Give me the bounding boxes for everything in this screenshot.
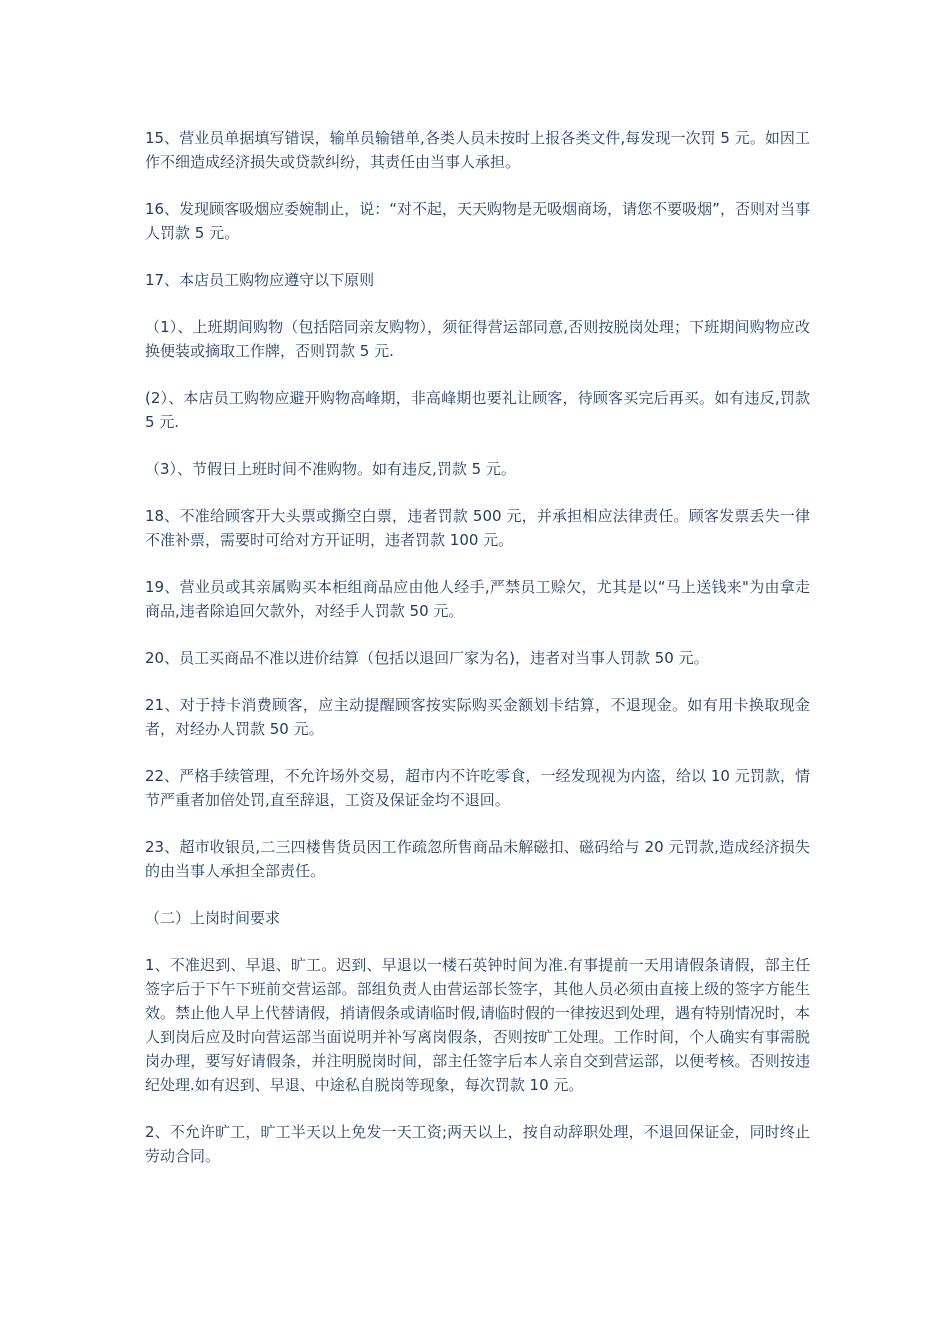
rule-paragraph-21: 21、对于持卡消费顾客，应主动提醒顾客按实际购买金额划卡结算，不退现金。如有用卡换取现金者，对经办人罚款 50 元。 <box>145 696 810 738</box>
rule-paragraph-17-2: (2）、本店员工购物应避开购物高峰期，非高峰期也要礼让顾客，待顾客买完后再买。如有违反,罚款 5 元. <box>145 389 810 431</box>
rule-paragraph-23: 23、超市收银员,二三四楼售货员因工作疏忽所售商品未解磁扣、磁码给与 20 元罚款,造成经济损失的由当事人承担全部责任。 <box>145 838 810 880</box>
rule-paragraph-22: 22、严格手续管理，不允许场外交易，超市内不许吃零食，一经发现视为内盗，给以 10 元罚款，情节严重者加倍处罚,直至辞退，工资及保证金均不退回。 <box>145 767 810 809</box>
rule-paragraph-16: 16、发现顾客吸烟应委婉制止，说：“对不起，天天购物是无吸烟商场，请您不要吸烟”，否则对当事人罚款 5 元。 <box>145 200 810 242</box>
rule-paragraph-15: 15、营业员单据填写错误，输单员输错单,各类人员未按时上报各类文件,每发现一次罚 5 元。如因工作不细造成经济损失或贷款纠纷，其责任由当事人承担。 <box>145 129 810 171</box>
rule-paragraph-17-1: （1）、上班期间购物（包括陪同亲友购物），须征得营运部同意,否则按脱岗处理；下班期间购物应改换便装或摘取工作牌，否则罚款 5 元. <box>145 318 810 360</box>
rule-paragraph-18: 18、不准给顾客开大头票或撕空白票，违者罚款 500 元，并承担相应法律责任。顾客发票丢失一律不准补票，需要时可给对方开证明，违者罚款 100 元。 <box>145 507 810 549</box>
attendance-paragraph-1: 1、不准迟到、早退、旷工。迟到、早退以一楼石英钟时间为准.有事提前一天用请假条请假，部主任签字后于下午下班前交营运部。部组负责人由营运部长签字，其他人员必须由直接上级的签字方能生效。禁止他人早上代替请假，捎请假条或请临时假,请临时假的一律按迟到处理，遇有特别情况时，本人到岗后应及时向营运部当面说明并补写离岗假条，否则按旷工处理。工作时间，个人确实有事需脱岗办理，要写好请假条，并注明脱岗时间，部主任签字后本人亲自交到营运部，以便考核。否则按违纪处理.如有迟到、早退、中途私自脱岗等现象，每次罚款 10 元。 <box>145 956 810 1094</box>
document-body <box>145 126 810 1191</box>
rule-paragraph-17: 17、本店员工购物应遵守以下原则 <box>145 271 375 289</box>
rule-paragraph-19: 19、营业员或其亲属购买本柜组商品应由他人经手,严禁员工赊欠，尤其是以“马上送钱来"为由拿走商品,违者除追回欠款外，对经手人罚款 50 元。 <box>145 578 810 620</box>
rule-paragraph-20: 20、员工买商品不准以进价结算（包括以退回厂家为名)，违者对当事人罚款 50 元。 <box>145 649 709 667</box>
attendance-paragraph-2: 2、不允许旷工，旷工半天以上免发一天工资;两天以上，按自动辞职处理，不退回保证金，同时终止劳动合同。 <box>145 1123 810 1165</box>
section-heading: （二）上岗时间要求 <box>145 909 281 927</box>
rule-paragraph-17-3: （3）、节假日上班时间不准购物。如有违反,罚款 5 元。 <box>145 460 516 478</box>
